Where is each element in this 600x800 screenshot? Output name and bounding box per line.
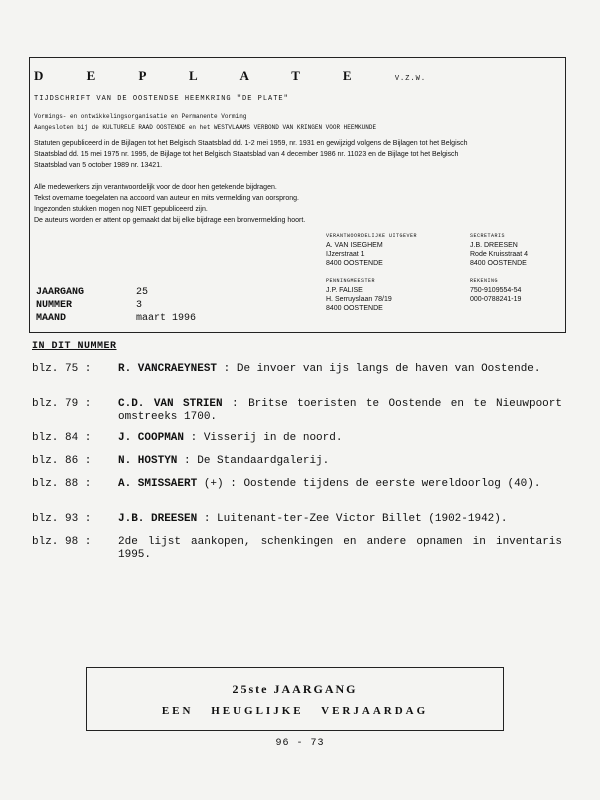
masthead-box [29,57,566,333]
entry-title: De invoer van ijs langs de haven van Oostende. [236,363,541,375]
secretary-heading: SECRETARIS [470,233,506,239]
entry-author: C.D. VAN STRIEN [118,398,223,410]
secretary-street: Rode Kruisstraat 4 [470,251,528,258]
entry-author: J. COOPMAN [118,432,185,444]
anniversary-title: 25ste JAARGANG [232,682,358,696]
entry-page: blz. 88 : [32,478,92,490]
entry-author: J.B. DREESEN [118,513,198,525]
entry-text [118,455,562,468]
masthead-title [34,68,426,84]
entry-separator: : [222,398,249,410]
editor-heading: VERANTWOORDELIJKE UITGEVER [326,233,418,239]
statutes-line: Statuten gepubliceerd in de Bijlagen tot het Belgisch Staatsblad dd. 1-2 mei 1959, nr. 1931 en gewijzigd volgens de Bijlagen tot het Belgisch [34,140,468,147]
meta-value: 3 [136,300,143,311]
entry-author: N. HOSTYN [118,455,178,467]
entry-author: A. SMISSAERT [118,478,198,490]
editor-block [326,232,417,268]
entry-title: Luitenant-ter-Zee Victor Billet (1902-1942). [217,513,508,525]
treasurer-city: 8400 OOSTENDE [326,305,383,312]
anniversary-subtitle: EEN HEUGLIJKE VERJAARDAG [161,705,429,717]
disclaimer-text [34,182,560,226]
meta-row-number [36,299,196,312]
issue-meta [36,286,196,325]
treasurer-name: J.P. FALISE [326,287,363,294]
entry-page: blz. 79 : [32,398,92,410]
treasurer-block [326,277,392,313]
entry-text [118,513,562,526]
entry-title: Oostende tijdens de eerste wereldoorlog (40). [243,478,541,490]
treasurer-street: H. Serruyslaan 78/19 [326,296,392,303]
meta-row-month [36,312,196,325]
entry-separator: : [217,363,237,375]
affiliation-line: Aangesloten bij de KULTURELE RAAD OOSTENDE en het WESTVLAAMS VERBOND VAN KRINGEN VOOR HEEMKUNDE [34,124,377,131]
meta-row-year [36,286,196,299]
meta-key: MAAND [36,313,67,324]
account-number: 000-0788241-19 [470,296,522,303]
entry-separator: : [184,432,204,444]
treasurer-heading: PENNINGMEESTER [326,278,376,284]
meta-key: JAARGANG [36,287,85,298]
secretary-city: 8400 OOSTENDE [470,260,527,267]
editor-street: IJzerstraat 1 [326,251,365,258]
entry-text [118,363,562,376]
account-number: 750-9109554-54 [470,287,522,294]
entry-title: De Standaardgalerij. [197,455,330,467]
entry-author: R. VANCRAEYNEST [118,363,218,375]
statutes-line: Staatsblad dd. 15 mei 1975 nr. 1995, de Bijlage tot het Belgisch Staatsblad van 4 december 1986 nr. 11023 en de Bijlage tot het Belgisch [34,151,459,158]
meta-value: 25 [136,287,149,298]
entry-text [118,478,562,491]
statutes-line: Staatsblad van 5 october 1989 nr. 13421. [34,162,163,169]
entry-page: blz. 93 : [32,513,92,525]
entry-page: blz. 86 : [32,455,92,467]
entry-separator: : [197,513,218,525]
entry-text [118,432,562,445]
editor-city: 8400 OOSTENDE [326,260,383,267]
anniversary-box [86,667,504,731]
entry-separator: (+) : [197,478,244,490]
secretary-block [470,232,528,268]
entry-page: blz. 84 : [32,432,92,444]
account-heading: REKENING [470,278,499,284]
meta-key: NUMMER [36,300,73,311]
secretary-name: J.B. DREESEN [470,242,518,249]
disclaimer-line: De auteurs worden er attent op gemaakt dat bij elke bijdrage een bronvermelding hoort. [34,217,306,224]
entry-title: Britse toeristen te Oostende en te Nieuwpoort omstreeks 1700. [118,398,562,423]
entry-page: blz. 75 : [32,363,92,375]
editor-name: A. VAN ISEGHEM [326,242,383,249]
meta-value: maart 1996 [136,313,197,324]
disclaimer-line: Alle medewerkers zijn verantwoordelijk voor de door hen getekende bijdragen. [34,184,277,191]
entry-title: Visserij in de noord. [203,432,343,444]
entry-separator: : [177,455,198,467]
disclaimer-line: Tekst overname toegelaten na accoord van auteur en mits vermelding van oorsprong. [34,195,299,202]
masthead-name: D E P L A T E [34,68,372,83]
entry-text [118,398,562,424]
entry-text [118,536,562,562]
entry-title: 2de lijst aankopen, schenkingen en andere opnamen in inventaris 1995. [118,536,562,561]
disclaimer-line: Ingezonden stukken mogen nog NIET gepubliceerd zijn. [34,206,208,213]
masthead-suffix: V.Z.W. [394,75,427,83]
page-number: 96 - 73 [275,738,325,749]
organisation-line: Vormings- en ontwikkelingsorganisatie en Permanente Vorming [34,113,247,120]
contents-heading: IN DIT NUMMER [32,341,117,352]
journal-subtitle: TIJDSCHRIFT VAN DE OOSTENDSE HEEMKRING "DE PLATE" [34,95,289,103]
account-block [470,277,521,304]
statutes-text [34,138,560,171]
entry-page: blz. 98 : [32,536,92,548]
